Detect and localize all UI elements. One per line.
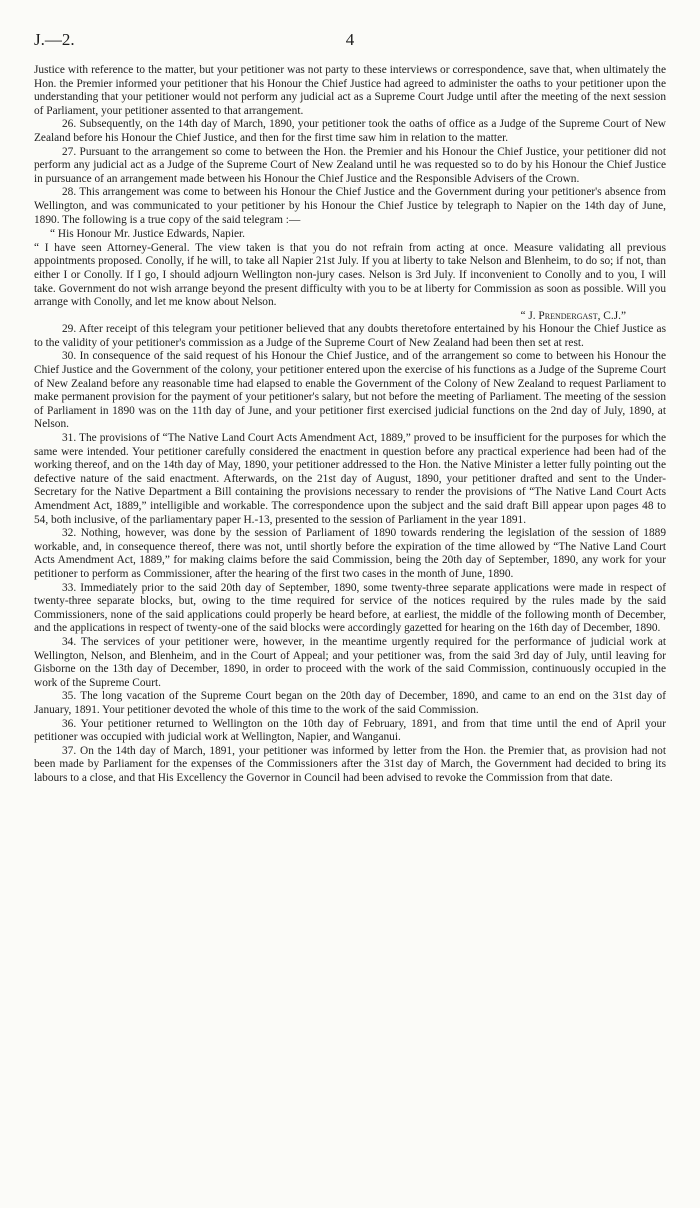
paragraph-35: 35. The long vacation of the Supreme Court began on the 20th day of December, 1890, and came to an end on the 31st day of January, 1891. Your petitioner devoted the whole of this time to the work of the said Commission. [34, 690, 666, 716]
paragraph-27: 27. Pursuant to the arrangement so come to between the Hon. the Premier and his Honour the Chief Justice, your petitioner did not perform any judicial act as a Judge of the Supreme Court of New Zealand until he was requested so to do by his Honour the Chief Justice in pursuance of an arrangement made between his Honour the Chief Justice and the Responsible Advisers of the Crown. [34, 145, 666, 185]
paragraph-28: 28. This arrangement was come to between his Honour the Chief Justice and the Government during your petitioner's absence from Wellington, and was communicated to your petitioner by his Honour the Chief Justice by telegraph to Napier on the 14th day of June, 1890. The following is a true copy of the said telegram :— [34, 186, 666, 226]
paragraph-32: 32. Nothing, however, was done by the session of Parliament of 1890 towards rendering the legislation of the session of 1889 workable, and, in consequence thereof, there was not, until shortly before the expiration of the time allowed by “The Native Land Court Acts Amendment Act, 1889,” for making claims before the said Commission, being the 20th day of September, 1890, any work for your petitioner to perform as Commissioner, after the hearing of the first two cases in the month of June, 1890. [34, 527, 666, 580]
paragraph-33: 33. Immediately prior to the said 20th day of September, 1890, some twenty-three separate applications were made in respect of twenty-three separate blocks, but, owing to the time required for service of the notices required by the rules made by the said Commissioners, none of the said applications could properly be heard before, at earliest, the middle of the following month of December, and the applications in respect of twenty-one of the said blocks were accordingly gazetted for hearing on the 16th day of December, 1890. [34, 581, 666, 635]
paragraph-29: 29. After receipt of this telegram your petitioner believed that any doubts theretofore entertained by his Honour the Chief Justice as to the validity of your petitioner's commission as a Judge of the Supreme Court of New Zealand had been then set at rest. [34, 323, 666, 349]
paragraph-31: 31. The provisions of “The Native Land Court Acts Amendment Act, 1889,” proved to be insufficient for the purposes for which the same were intended. Your petitioner carefully considered the enactment in question before any practical experience had been had of the working thereof, and on the 14th day of May, 1890, your petitioner addressed to the Hon. the Native Minister a letter fully pointing out the defective nature of the said enactment. Afterwards, on the 21st day of August, 1890, your petitioner drafted and sent to the Under-Secretary for the Native Department a Bill containing the provisions necessary to render the provisions of “The Native Land Court Acts Amendment Act, 1889,” intelligible and workable. The correspondence upon the subject and the said draft Bill appear upon pages 48 to 54, both inclusive, of the parliamentary paper H.-13, presented to the session of Parliament in the year 1891. [34, 432, 666, 526]
telegram-signature: “ J. Prendergast, C.J.” [520, 309, 626, 322]
document-body [34, 64, 666, 785]
paragraph-37: 37. On the 14th day of March, 1891, your petitioner was informed by letter from the Hon. the Premier that, as provision had not been made by Parliament for the expenses of the Commissioners after the 31st day of March, the Government had decided to bring its labours to a close, and that His Excellency the Governor in Council had been advised to revoke the Commission from that date. [34, 744, 666, 784]
paragraph-34: 34. The services of your petitioner were, however, in the meantime urgently required for the performance of judicial work at Wellington, Nelson, and Blenheim, and in the Court of Appeal; and your petitioner was, from the said 3rd day of July, until leaving for Gisborne on the 13th day of December, 1890, in order to proceed with the work of the said Commission, continuously occupied in the work of the Supreme Court. [34, 635, 666, 689]
paragraph-30: 30. In consequence of the said request of his Honour the Chief Justice, and of the arrangement so come to between his Honour the Chief Justice and the Government of the colony, your petitioner entered upon the exercise of his functions as a Judge of the Supreme Court of New Zealand before any reasonable time had elapsed to enable the Government of the Colony of New Zealand to request Parliament to make permanent provision for the payment of your petitioner's salary, but not before the meeting of Parliament. The meeting of the session of Parliament in 1890 was on the 11th day of June, and your petitioner first exercised judicial functions on the 2nd day of July, 1890, at Nelson. [34, 350, 666, 431]
paragraph-continuation: Justice with reference to the matter, but your petitioner was not party to these interviews or correspondence, save that, when ultimately the Hon. the Premier informed your petitioner that his Honour the Chief Justice had agreed to administer the oaths to your petitioner upon the understanding that your petitioner would not perform any judicial act as a Supreme Court Judge until after the meeting of the next session of Parliament, your petitioner assented to that arrangement. [34, 64, 666, 117]
document-reference: J.—2. [34, 30, 75, 49]
page-number: 4 [345, 30, 355, 49]
telegram-address: “ His Honour Mr. Justice Edwards, Napier. [50, 228, 246, 241]
page-header [34, 30, 666, 54]
telegram-text: “ I have seen Attorney-General. The view taken is that you do not refrain from acting at once. Measure validating all previous appointments proposed. Conolly, if he will, to take all Napier 21st July. If you at liberty to take Nelson and Blenheim, to do so; if not, than either I or Conolly. If I go, I should adjourn Wellington non-jury cases. Nelson is 3rd July. If inconvenient to Conolly and to you, I will take. Government do not wish arrange beyond the present difficulty with you to be at liberty for Commission as soon as possible. Will you arrange with Conolly, and let me know about Nelson. [34, 241, 666, 309]
paragraph-36: 36. Your petitioner returned to Wellington on the 10th day of February, 1891, and from that time until the end of April your petitioner was occupied with judicial work at Wellington, Napier, and Wanganui. [34, 717, 666, 744]
paragraph-26: 26. Subsequently, on the 14th day of March, 1890, your petitioner took the oaths of office as a Judge of the Supreme Court of New Zealand before his Honour the Chief Justice, and then for the first time saw him in relation to the matter. [34, 118, 666, 144]
